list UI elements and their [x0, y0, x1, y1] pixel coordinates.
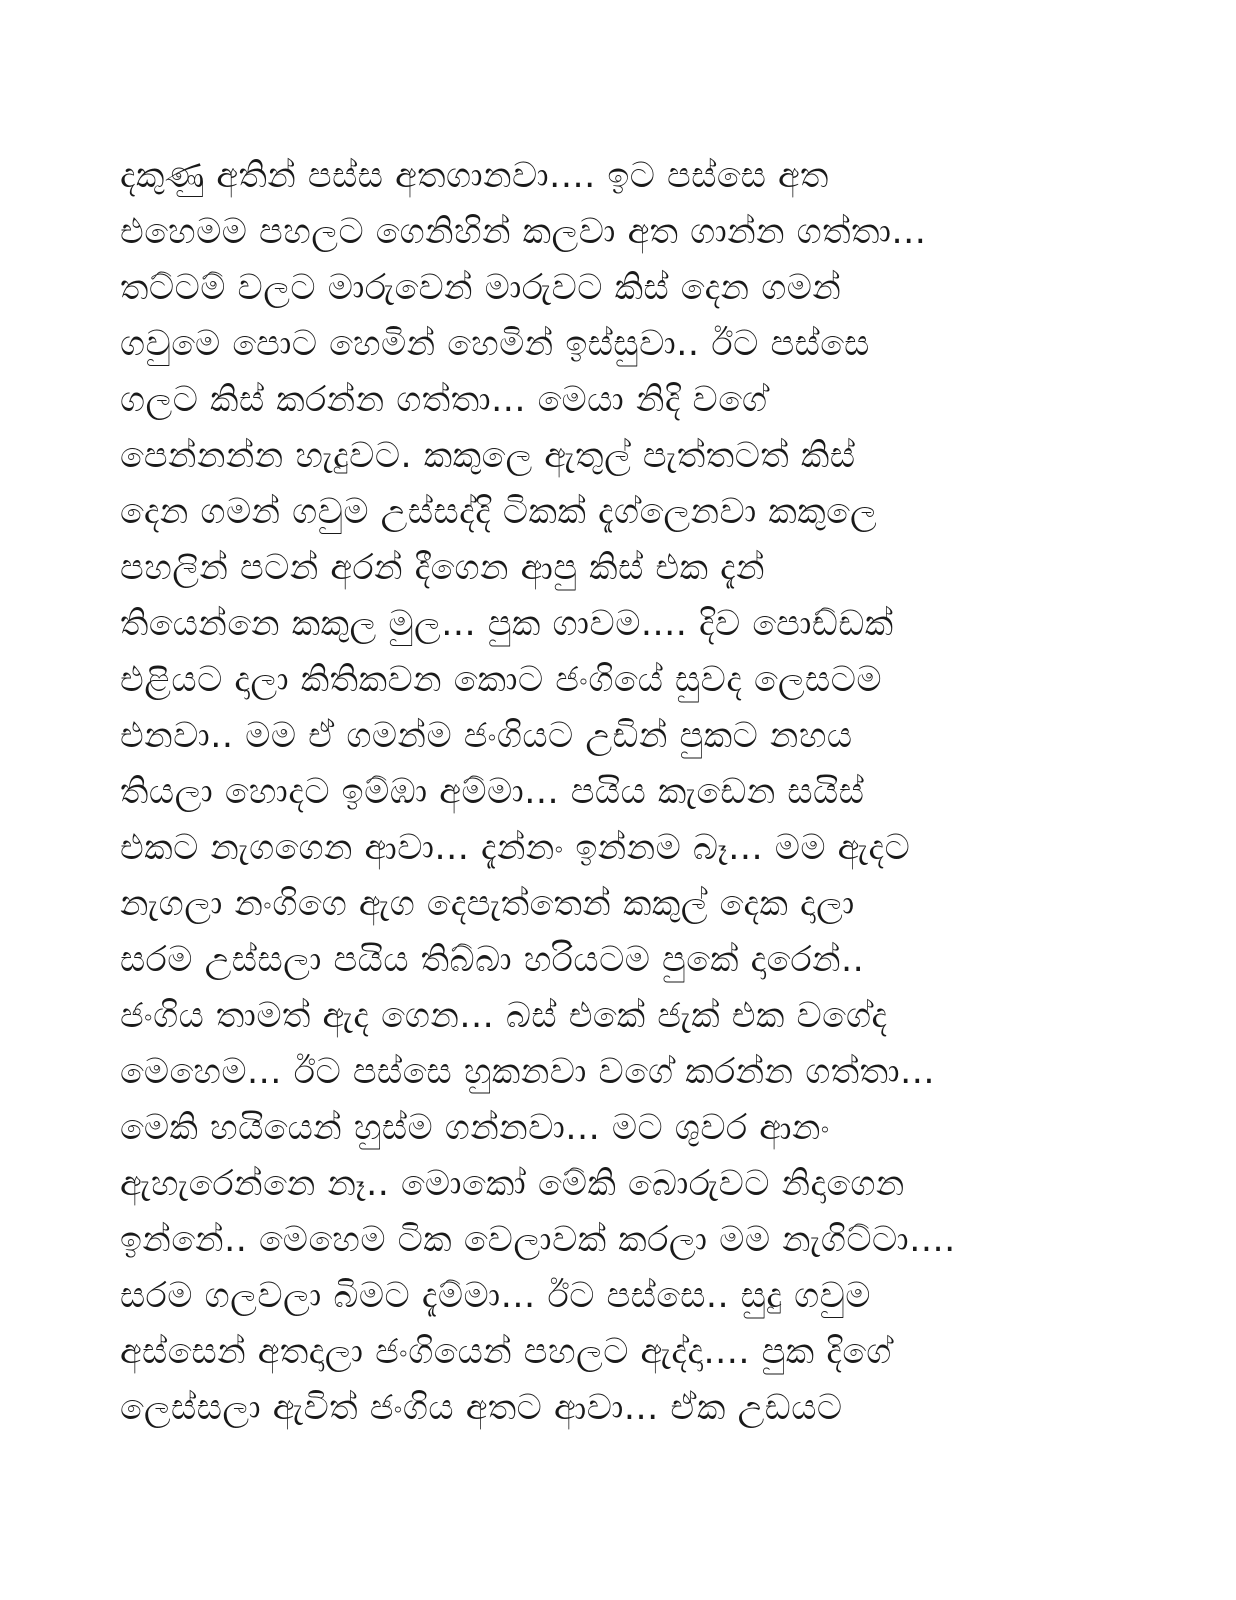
text-line: දකුණු අතින් පස්ස අතගානවා.... ඉට පස්සෙ අත — [120, 156, 829, 196]
text-line: ඇහැරෙන්නෙ නෑ.. මොකෝ මේකි බොරුවට නිදාගෙන — [120, 1164, 905, 1204]
text-line: නැගලා නංගිගෙ ඇග දෙපැත්තෙන් කකුල් දෙක දාලා — [120, 884, 855, 924]
text-line: සරම ගලවලා බිමට දැම්මා... ඊට පස්සෙ.. සුදු ගවුම — [120, 1276, 871, 1316]
text-line: සරම උස්සලා පයිය තිබ්බා හරියටම පුකේ දාරෙන්.. — [120, 940, 865, 980]
text-line: මෙහෙම... ඊට පස්සෙ හුකනවා වගේ කරන්න ගත්තා... — [120, 1052, 935, 1092]
text-line: එනවා.. මම ඒ ගමන්ම ජංගියට උඩින් පුකට නහය — [120, 716, 853, 756]
text-line: පෙන්නන්න හැදුවට. කකුලෙ ඇතුල් පැත්තටත් කිස් — [120, 436, 856, 476]
text-line: ජංගිය තාමත් ඇද ගෙන... බස් එකේ ජැක් එක වගේද — [120, 996, 888, 1036]
text-line: තියලා හොදට ඉම්ඹා අම්මා... පයිය කැඩෙන සයිස් — [120, 772, 865, 812]
text-line: ගලට කිස් කරන්න ගත්තා... මෙයා නිදි වගේ — [120, 380, 768, 420]
text-line: අස්සෙන් අතදාලා ජංගියෙන් පහලට ඇද්දා.... පුක දිගේ — [120, 1332, 892, 1372]
text-line: එළියට දාලා කිතිකවන කොට ජංගියේ සුවද ලෙසටම — [120, 660, 883, 700]
text-line: එහෙමම පහලට ගෙනිහින් කලවා අත ගාන්න ගත්තා... — [120, 212, 927, 252]
text-line: ලෙස්සලා ඇවිත් ජංගිය අතට ආවා... ඒක උඩයට — [120, 1388, 843, 1428]
text-line: ගවුමෙ පොට හෙමින් හෙමින් ඉස්සුවා.. ඊට පස්සෙ — [120, 324, 870, 364]
document-text — [120, 148, 1125, 1436]
text-line: දෙන ගමන් ගවුම උස්සද්දි ටිකක් දැග්ලෙනවා කකුලෙ — [120, 492, 878, 532]
text-line: එකට නැගගෙන ආවා... දැන්නං ඉන්නම බෑ... මම ඇදට — [120, 828, 911, 868]
text-line: මෙකි හයියෙන් හුස්ම ගන්නවා... මට ශුවර ආනං — [120, 1108, 830, 1148]
text-line: තට්ටම් වලට මාරුවෙන් මාරුවට කිස් දෙන ගමන් — [120, 268, 842, 308]
text-line: පහලින් පටන් අරන් දීගෙන ආපු කිස් එක දැන් — [120, 548, 766, 588]
text-line: ඉන්නේ.. මෙහෙම ටික වෙලාවක් කරලා මම නැගිට්ටා.... — [120, 1220, 956, 1260]
text-line: තියෙන්නෙ කකුල මුල... පුක ගාවම.... දිව පොඩ්ඩක් — [120, 604, 894, 644]
